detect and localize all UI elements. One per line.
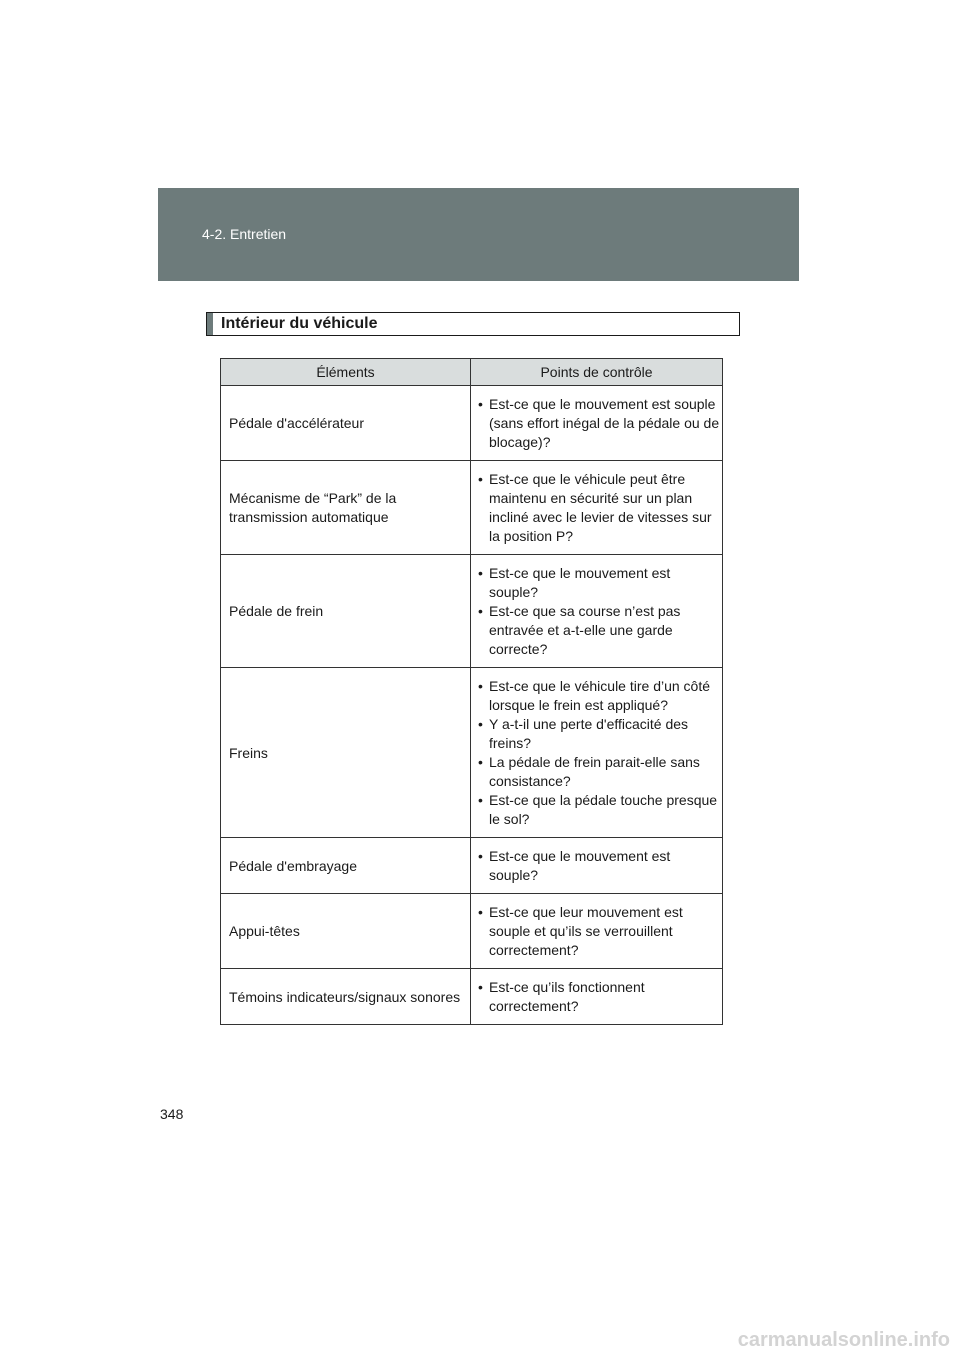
table-row: [221, 894, 723, 969]
chapter-section-label: 4-2. Entretien: [202, 226, 287, 242]
checkpoints-cell: [471, 555, 723, 668]
checkpoint-list: [478, 677, 720, 829]
checkpoint-list: [478, 564, 720, 659]
item-cell: Freins: [221, 668, 471, 838]
table-row: [221, 461, 723, 555]
table-row: [221, 386, 723, 461]
checkpoints-cell: [471, 668, 723, 838]
column-header-checkpoints: Points de contrôle: [471, 359, 723, 386]
checkpoint-item: • Est-ce qu’ils fonctionnent correctement?: [478, 978, 720, 1016]
section-title-box: [206, 312, 740, 336]
checkpoints-cell: [471, 838, 723, 894]
table-row: [221, 838, 723, 894]
item-cell: Pédale d'embrayage: [221, 838, 471, 894]
column-header-items: Éléments: [221, 359, 471, 386]
checkpoint-item: • Est-ce que sa course n’est pas entravée et a-t-elle une garde correcte?: [478, 602, 720, 659]
checkpoint-list: [478, 395, 720, 452]
checkpoints-cell: [471, 461, 723, 555]
checkpoints-cell: [471, 969, 723, 1025]
checkpoints-cell: [471, 894, 723, 969]
table-row: [221, 668, 723, 838]
watermark: carmanualsonline.info: [737, 1329, 950, 1351]
checkpoint-item: • Y a-t-il une perte d'efficacité des freins?: [478, 715, 720, 753]
checkpoint-list: [478, 847, 720, 885]
section-title: Intérieur du véhicule: [221, 315, 378, 332]
table-header-row: [221, 359, 723, 386]
checkpoint-list: [478, 470, 720, 546]
section-title-accent-bar: [207, 313, 213, 335]
table-row: [221, 555, 723, 668]
item-cell: Pédale de frein: [221, 555, 471, 668]
chapter-header-band: [158, 188, 799, 281]
item-cell: Appui-têtes: [221, 894, 471, 969]
checkpoint-item: • Est-ce que le mouvement est souple?: [478, 564, 720, 602]
checkpoint-item: • Est-ce que le véhicule peut être maintenu en sécurité sur un plan incliné avec le levier de vitesses sur la position P?: [478, 470, 720, 546]
checkpoints-cell: [471, 386, 723, 461]
page-number: 348: [160, 1106, 184, 1122]
item-cell: Pédale d'accélérateur: [221, 386, 471, 461]
checkpoint-item: • Est-ce que le mouvement est souple?: [478, 847, 720, 885]
checkpoint-item: • La pédale de frein parait-elle sans consistance?: [478, 753, 720, 791]
inspection-table: [220, 358, 723, 1025]
checkpoint-list: [478, 978, 720, 1016]
checkpoint-list: [478, 903, 720, 960]
checkpoint-item: • Est-ce que la pédale touche presque le sol?: [478, 791, 720, 829]
checkpoint-item: • Est-ce que le mouvement est souple (sans effort inégal de la pédale ou de blocage)?: [478, 395, 720, 452]
item-cell: Mécanisme de “Park” de la transmission automatique: [221, 461, 471, 555]
checkpoint-item: • Est-ce que le véhicule tire d’un côté lorsque le frein est appliqué?: [478, 677, 720, 715]
table-row: [221, 969, 723, 1025]
item-cell: Témoins indicateurs/signaux sonores: [221, 969, 471, 1025]
checkpoint-item: • Est-ce que leur mouvement est souple et qu’ils se verrouillent correctement?: [478, 903, 720, 960]
